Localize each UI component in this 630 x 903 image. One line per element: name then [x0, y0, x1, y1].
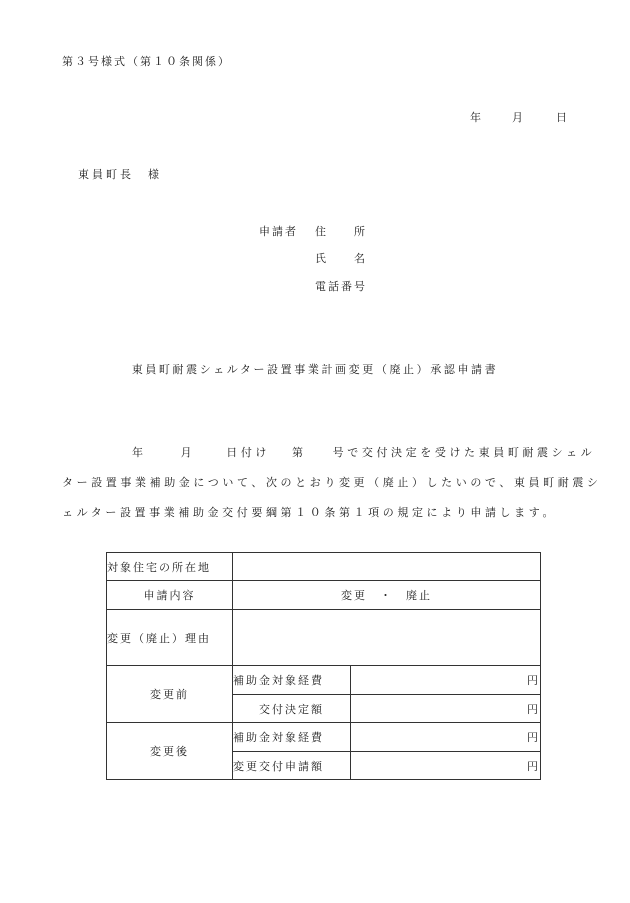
changed-amount-label: 変更交付申請額 [233, 752, 351, 780]
document-title: 東員町耐震シェルター設置事業計画変更（廃止）承認申請書 [131, 363, 499, 376]
table-row [107, 610, 541, 666]
date-month: 月 [512, 111, 523, 124]
applicant-phone-label: 電話番号 [315, 280, 367, 293]
body-day: 日付け [226, 446, 271, 459]
reason-value [233, 610, 541, 666]
after-subsidy-cost-label: 補助金対象経費 [233, 723, 351, 752]
application-table [106, 552, 541, 780]
applicant-name-label: 氏 名 [315, 252, 367, 265]
addressee: 東員町長 様 [78, 168, 162, 181]
decided-amount-label: 交付決定額 [233, 695, 351, 723]
reason-label: 変更（廃止）理由 [107, 610, 233, 666]
content-label: 申請内容 [107, 581, 233, 610]
date-day: 日 [556, 111, 567, 124]
location-value [233, 553, 541, 581]
before-subsidy-cost-yen: 円 [351, 666, 541, 695]
table-row [107, 553, 541, 581]
content-value: 変更 ・ 廃止 [233, 581, 541, 610]
applicant-address-label: 住 所 [315, 225, 367, 238]
after-label: 変更後 [107, 723, 233, 780]
table-row [107, 666, 541, 695]
before-subsidy-cost-label: 補助金対象経費 [233, 666, 351, 695]
after-subsidy-cost-yen: 円 [351, 723, 541, 752]
body-line-1 [62, 444, 595, 460]
table-row [107, 581, 541, 610]
body-number: 第 [292, 446, 307, 459]
location-label: 対象住宅の所在地 [107, 553, 233, 581]
form-number: 第３号様式（第１０条関係） [62, 55, 231, 68]
body-month: 月 [180, 446, 196, 459]
decided-amount-yen: 円 [351, 695, 541, 723]
applicant-role-label: 申請者 [259, 225, 298, 238]
table-row [107, 723, 541, 752]
changed-amount-yen: 円 [351, 752, 541, 780]
body-decision-text: 号で交付決定を受けた東員町耐震シェル [332, 446, 596, 459]
body-year: 年 [132, 446, 147, 459]
body-line-3: ェルター設置事業補助金交付要綱第１０条第１項の規定により申請します。 [62, 506, 558, 519]
body-line-2: ター設置事業補助金について、次のとおり変更（廃止）したいので、東員町耐震シ [62, 476, 602, 489]
date-year: 年 [470, 111, 481, 124]
before-label: 変更前 [107, 666, 233, 723]
